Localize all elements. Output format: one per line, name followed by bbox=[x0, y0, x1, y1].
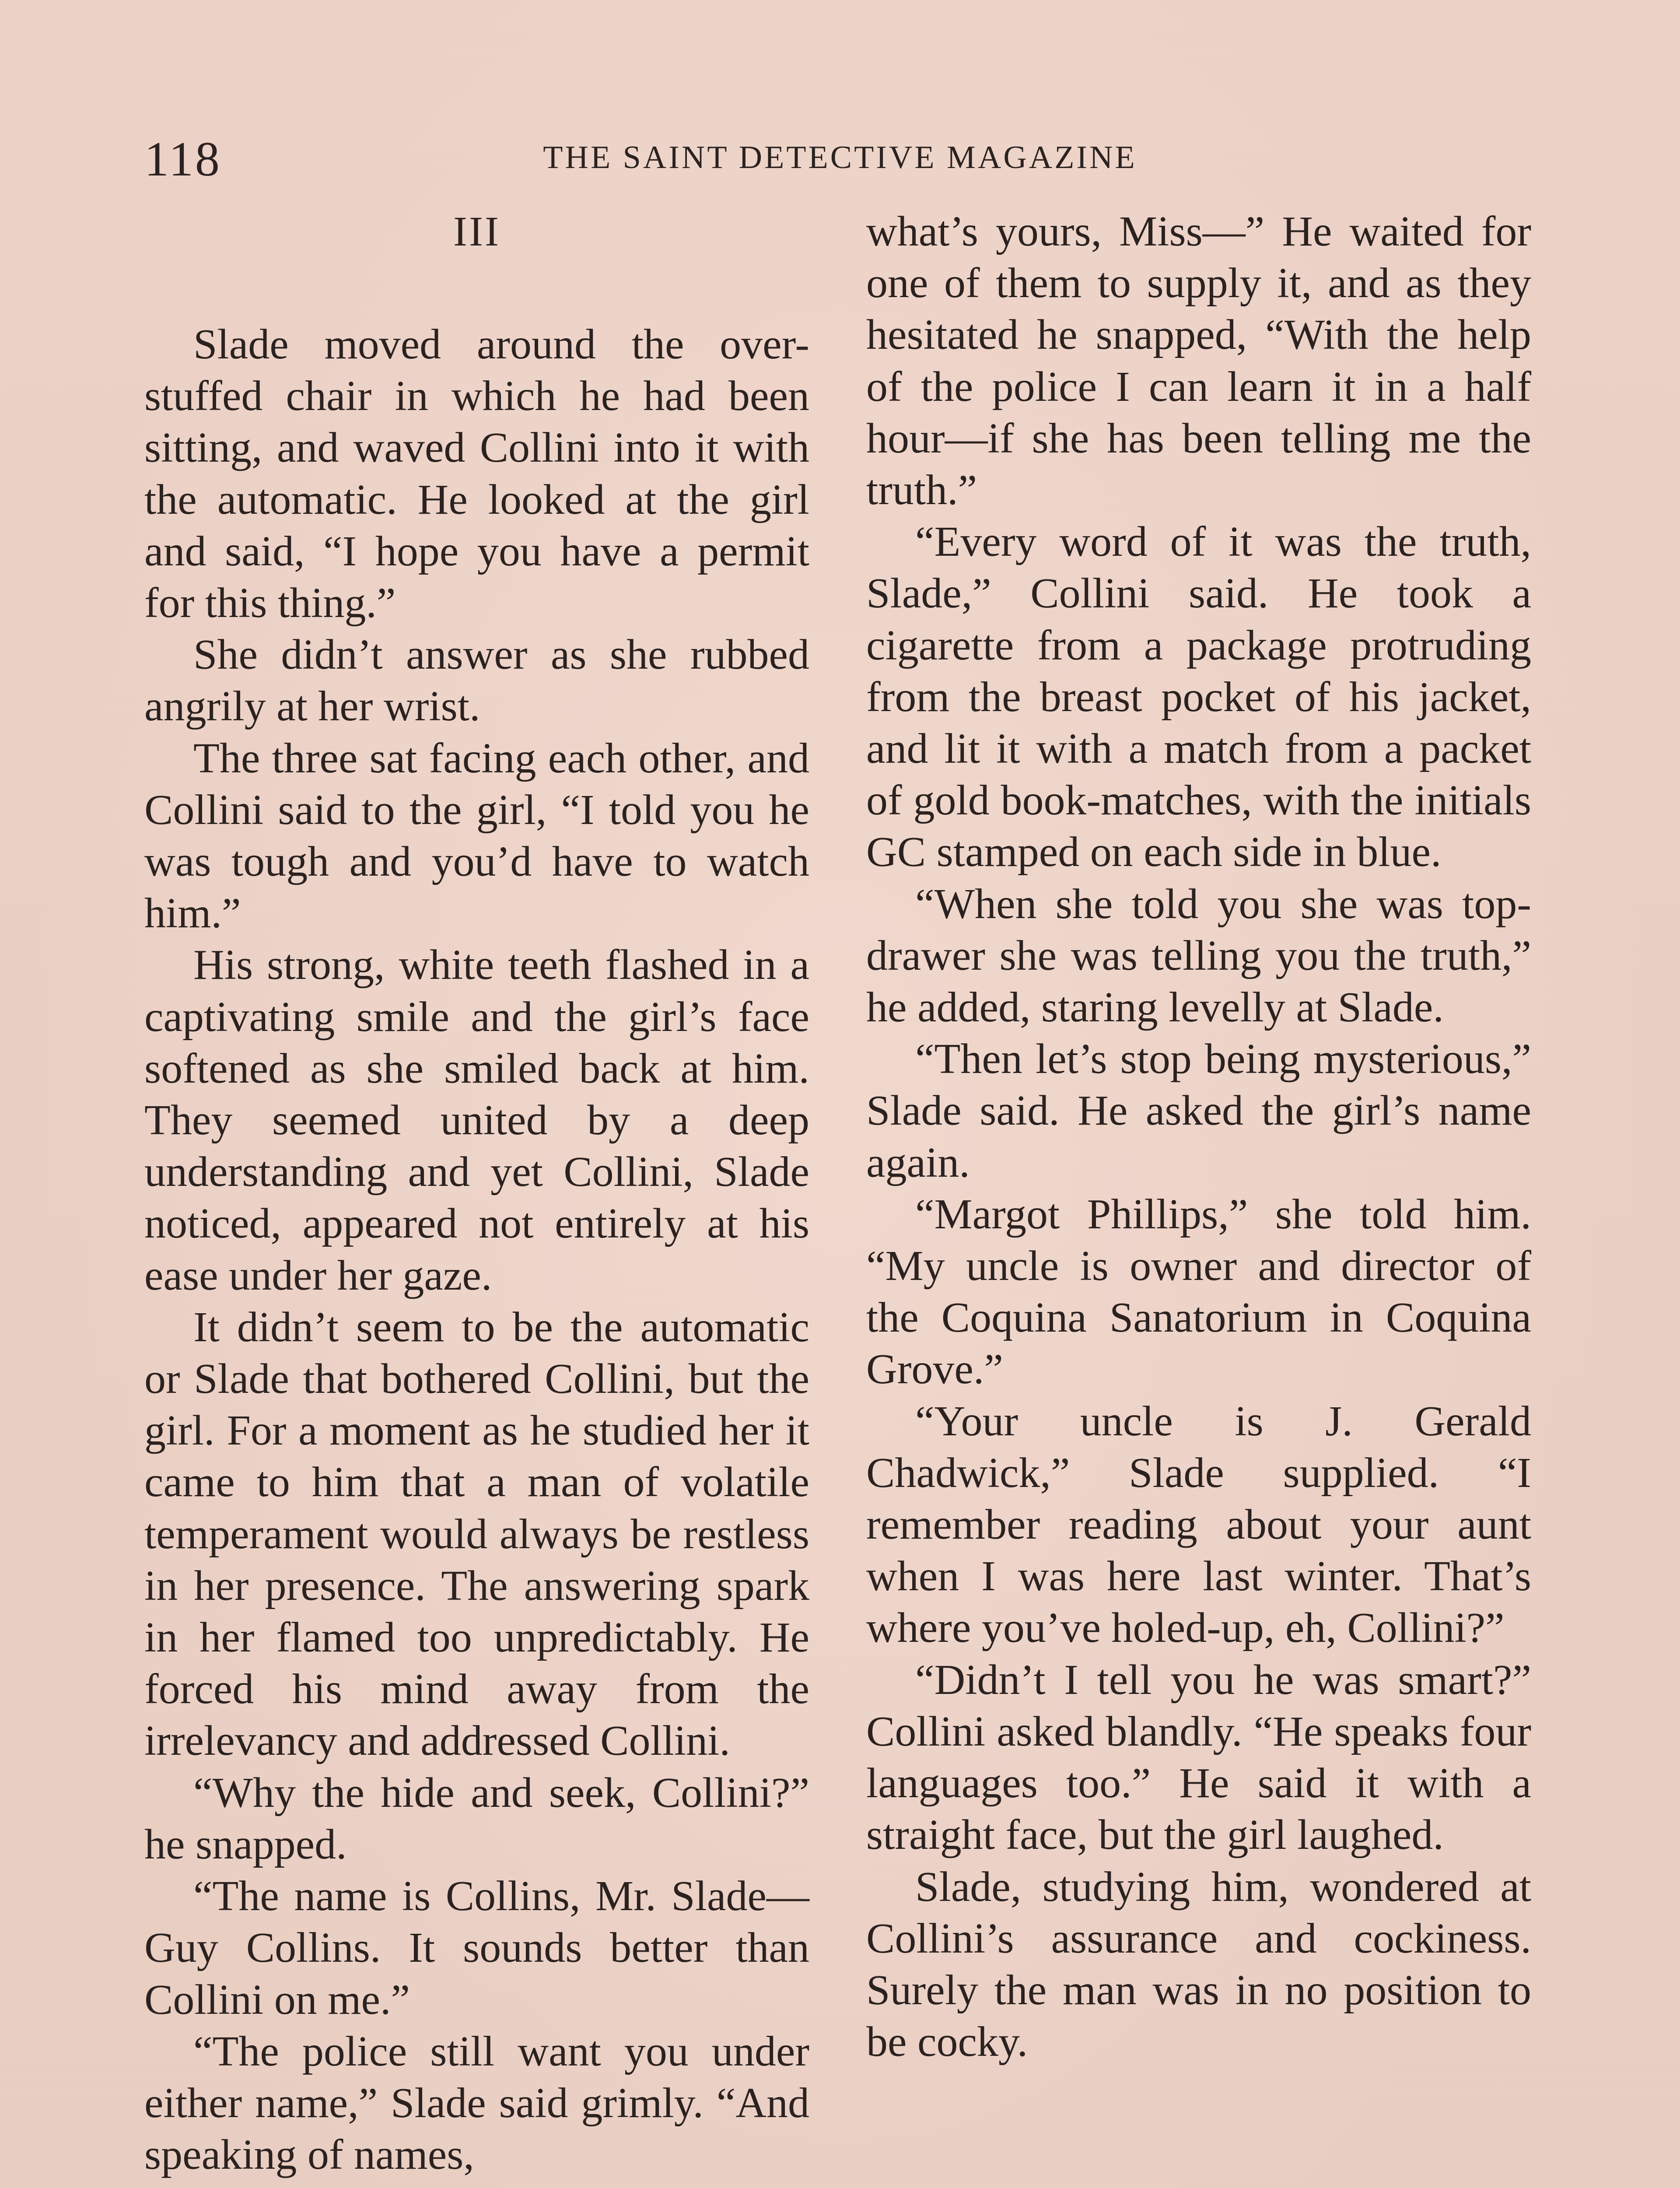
section-heading: III bbox=[453, 208, 500, 255]
paragraph: The three sat facing each other, and Collini said to the girl, “I told you he was tough and you’d have to watch him.” bbox=[144, 734, 809, 937]
paragraph: “Every word of it was the truth, Slade,” Collini said. He took a cigarette from a package protruding from the breast pocket of his jacket, and lit it with a match from a packet of gold book-matches, with the initials GC stamped on each side in blue. bbox=[866, 518, 1531, 876]
paragraph: “Why the hide and seek, Collini?” he snapped. bbox=[144, 1769, 809, 1868]
paragraph-continuation: what’s yours, Miss—” He waited for one of them to supply it, and as they hesitated he snapped, “With the help of the police I can learn it in a half hour—if she has been telling me the truth.” bbox=[866, 208, 1531, 514]
paragraph: “The name is Collins, Mr. Slade—Guy Collins. It sounds better than Collini on me.” bbox=[144, 1872, 809, 2023]
page-header bbox=[144, 131, 1536, 188]
paragraph: “Then let’s stop being mysterious,” Slade said. He asked the girl’s name again. bbox=[866, 1035, 1531, 1186]
paragraph: “Didn’t I tell you he was smart?” Collini asked blandly. “He speaks four languages too.” He said it with a straight face, but the girl laughed. bbox=[866, 1656, 1531, 1859]
paragraph: “Your uncle is J. Gerald Chadwick,” Slade supplied. “I remember reading about your aunt when I was here last winter. That’s where you’ve holed-up, eh, Collini?” bbox=[866, 1397, 1531, 1652]
right-column bbox=[866, 206, 1531, 2068]
paragraph: It didn’t seem to be the automatic or Slade that bothered Collini, but the girl. For a moment as he studied her it came to him that a man of volatile temperament would always be restless in her presence. The answering spark in her flamed too unpredictably. He forced his mind away from the irrelevancy and addressed Collini. bbox=[144, 1303, 809, 1765]
paragraph: Slade, studying him, wondered at Collini’s assurance and cockiness. Surely the man was in no position to be cocky. bbox=[866, 1863, 1531, 2066]
paragraph: His strong, white teeth flashed in a captivating smile and the girl’s face softened as she smiled back at him. They seemed united by a deep understanding and yet Collini, Slade noticed, appeared not entirely at his ease under her gaze. bbox=[144, 941, 809, 1299]
paragraph: Slade moved around the over-stuffed chair in which he had been sitting, and waved Collini into it with the automatic. He looked at the girl and said, “I hope you have a permit for this thing.” bbox=[144, 321, 809, 627]
page-number: 118 bbox=[144, 132, 221, 186]
paragraph: She didn’t answer as she rubbed angrily at her wrist. bbox=[144, 631, 809, 730]
paragraph: “Margot Phillips,” she told him. “My uncle is owner and director of the Coquina Sanatorium in Coquina Grove.” bbox=[866, 1190, 1531, 1393]
paragraph: “When she told you she was top-drawer she was telling you the truth,” he added, staring levelly at Slade. bbox=[866, 880, 1531, 1031]
running-head: THE SAINT DETECTIVE MAGAZINE bbox=[543, 140, 1137, 175]
paragraph: “The police still want you under either name,” Slade said grimly. “And speaking of names, bbox=[144, 2027, 809, 2179]
left-column bbox=[144, 206, 809, 2181]
